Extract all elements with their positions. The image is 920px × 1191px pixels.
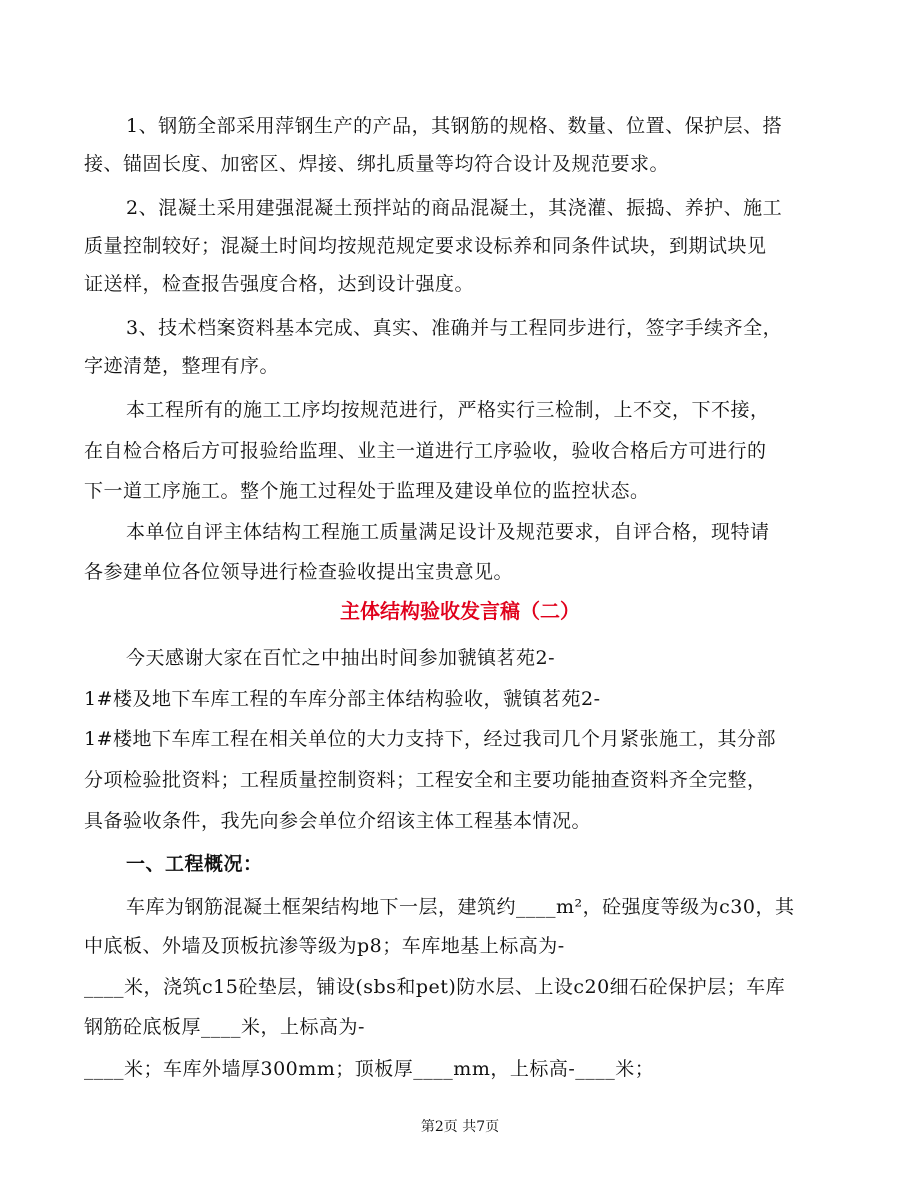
- paragraph-4-line-2: 在自检合格后方可报验给监理、业主一道进行工序验收，验收合格后方可进行的: [84, 440, 767, 462]
- paragraph-2-line-1: 2、混凝土采用建强混凝土预拌站的商品混凝土，其浇灌、振捣、养护、施工: [126, 197, 783, 219]
- paragraph-5-line-1: 本单位自评主体结构工程施工质量满足设计及规范要求，自评合格，现特请: [126, 521, 770, 543]
- paragraph-2-line-2: 质量控制较好；混凝土时间均按规范规定要求设标养和同条件试块，到期试块见: [84, 235, 767, 257]
- paragraph-1-line-2: 接、锚固长度、加密区、焊接、绑扎质量等均符合设计及规范要求。: [84, 153, 670, 175]
- intro-line-2: 1#楼及地下车库工程的车库分部主体结构验收，虢镇茗苑2-: [84, 688, 601, 710]
- subheading-overview: 一、工程概况：: [126, 853, 263, 875]
- overview-line-2: 中底板、外墙及顶板抗渗等级为p8；车库地基上标高为-: [84, 935, 565, 957]
- paragraph-3-line-1: 3、技术档案资料基本完成、真实、准确并与工程同步进行，签字手续齐全，: [126, 317, 783, 339]
- overview-line-5: ____米；车库外墙厚300mm；顶板厚____mm，上标高-____米；: [84, 1058, 655, 1080]
- paragraph-4-line-3: 下一道工序施工。整个施工过程处于监理及建设单位的监控状态。: [84, 480, 650, 502]
- overview-line-1: 车库为钢筋混凝土框架结构地下一层，建筑约____m²，砼强度等级为c30，其: [126, 896, 795, 918]
- intro-line-3: 1#楼地下车库工程在相关单位的大力支持下，经过我司几个月紧张施工，其分部: [84, 728, 777, 750]
- intro-line-4: 分项检验批资料；工程质量控制资料；工程安全和主要功能抽查资料齐全完整，: [84, 769, 767, 791]
- intro-line-1: 今天感谢大家在百忙之中抽出时间参加虢镇茗苑2-: [126, 647, 556, 669]
- intro-line-5: 具备验收条件，我先向参会单位介绍该主体工程基本情况。: [84, 810, 592, 832]
- overview-line-4: 钢筋砼底板厚____米，上标高为-: [84, 1016, 365, 1038]
- overview-line-3: ____米，浇筑c15砼垫层，铺设(sbs和pet)防水层、上设c20细石砼保护层；车库: [84, 976, 786, 998]
- paragraph-3-line-2: 字迹清楚，整理有序。: [84, 355, 280, 377]
- page-number-footer: 第2页 共7页: [420, 1119, 500, 1135]
- paragraph-2-line-3: 证送样，检查报告强度合格，达到设计强度。: [84, 273, 475, 295]
- paragraph-1-line-1: 1、钢筋全部采用萍钢生产的产品，其钢筋的规格、数量、位置、保护层、搭: [126, 115, 783, 137]
- paragraph-4-line-1: 本工程所有的施工工序均按规范进行，严格实行三检制，上不交，下不接，: [126, 399, 770, 421]
- paragraph-5-line-2: 各参建单位各位领导进行检查验收提出宝贵意见。: [84, 561, 514, 583]
- section-title: 主体结构验收发言稿（二）: [340, 599, 580, 623]
